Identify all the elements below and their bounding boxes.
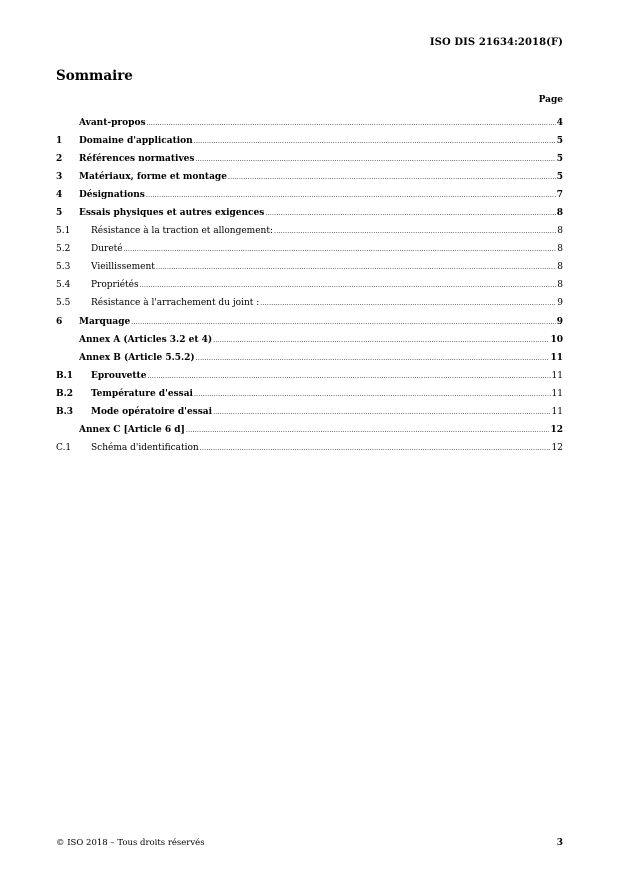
toc-entry-number: 2 — [56, 154, 63, 165]
toc-entry-number: 5.1 — [56, 226, 71, 237]
toc-dot-leader — [260, 295, 556, 313]
toc-entry-page: 5 — [556, 172, 563, 183]
toc-entry-label: Matériaux, forme et montage — [79, 172, 227, 183]
toc-dot-leader — [195, 151, 555, 169]
toc-entry-label: Avant-propos — [79, 118, 146, 128]
toc-dot-leader — [124, 241, 557, 259]
toc-entry-page: 12 — [550, 424, 563, 435]
footer-copyright: © ISO 2018 – Tous droits réservés — [56, 838, 205, 848]
toc-entry-page: 9 — [557, 298, 563, 309]
document-id-header: ISO DIS 21634:2018(F) — [429, 37, 563, 48]
toc-entry-page: 8 — [557, 244, 563, 255]
toc-entry-number: 5.4 — [56, 280, 71, 291]
toc-entry-label: Schéma d'identification — [91, 442, 199, 453]
toc-entry-number: 5.2 — [56, 244, 71, 255]
table-of-contents — [56, 114, 563, 457]
toc-dot-leader — [265, 205, 555, 223]
toc-entry-label: Propriétés — [91, 280, 139, 291]
toc-entry-page: 8 — [557, 280, 563, 291]
toc-dot-leader — [200, 440, 551, 458]
toc-entry[interactable] — [56, 313, 563, 331]
toc-entry-label: Essais physiques et autres exigences — [79, 208, 265, 219]
toc-entry-page: 11 — [551, 388, 563, 399]
toc-entry-page: 12 — [551, 442, 563, 453]
toc-entry-number: 3 — [56, 172, 63, 183]
toc-entry-label: Marquage — [79, 316, 131, 327]
toc-entry-label: Annex A (Articles 3.2 et 4) — [79, 334, 213, 345]
toc-entry-page: 10 — [550, 334, 563, 345]
toc-entry[interactable] — [56, 114, 563, 132]
toc-entry-label: Domaine d'application — [79, 136, 193, 147]
toc-entry-label: Annex B (Article 5.5.2) — [79, 352, 195, 363]
toc-entry-number: B.2 — [56, 388, 74, 399]
toc-entry-number: 5.3 — [56, 262, 71, 273]
page-column-label: Page — [538, 95, 563, 105]
toc-entry[interactable] — [56, 168, 563, 186]
toc-entry-page: 5 — [556, 154, 563, 165]
toc-dot-leader — [140, 277, 557, 295]
toc-entry[interactable] — [56, 367, 563, 385]
toc-entry[interactable] — [56, 258, 563, 276]
toc-entry-page: 7 — [556, 190, 563, 201]
footer-page-number: 3 — [556, 838, 563, 848]
toc-entry-label: Mode opératoire d'essai — [91, 406, 213, 417]
toc-entry-label: Références normatives — [79, 154, 195, 165]
toc-entry-label: Vieillissement — [91, 262, 155, 273]
toc-entry[interactable] — [56, 349, 563, 367]
toc-entry-label: Dureté — [91, 244, 123, 255]
toc-entry-page: 8 — [557, 262, 563, 273]
page-title: Sommaire — [56, 68, 133, 84]
toc-entry-page: 9 — [556, 316, 563, 327]
toc-entry[interactable] — [56, 186, 563, 204]
toc-entry-number: 5 — [56, 208, 63, 219]
toc-entry-number: 1 — [56, 136, 63, 147]
toc-entry-number: 5.5 — [56, 298, 71, 309]
toc-entry[interactable] — [56, 294, 563, 312]
toc-dot-leader — [213, 404, 550, 422]
toc-entry[interactable] — [56, 421, 563, 439]
toc-entry[interactable] — [56, 331, 563, 349]
toc-entry[interactable] — [56, 439, 563, 457]
toc-entry-number: 6 — [56, 316, 63, 327]
toc-dot-leader — [146, 187, 556, 205]
toc-entry[interactable] — [56, 204, 563, 222]
toc-entry-number: 4 — [56, 190, 63, 201]
toc-entry-label: Désignations — [79, 190, 145, 201]
toc-dot-leader — [186, 422, 550, 440]
toc-entry[interactable] — [56, 132, 563, 150]
toc-entry-number: C.1 — [56, 442, 72, 453]
toc-entry-label: Résistance à la traction et allongement: — [91, 226, 273, 237]
toc-entry-label: Eprouvette — [91, 370, 147, 381]
toc-entry[interactable] — [56, 385, 563, 403]
toc-dot-leader — [228, 169, 556, 187]
toc-entry[interactable] — [56, 150, 563, 168]
toc-dot-leader — [131, 314, 556, 332]
toc-entry-page: 4 — [556, 118, 563, 128]
toc-dot-leader — [147, 115, 556, 133]
toc-dot-leader — [194, 386, 551, 404]
toc-dot-leader — [196, 350, 550, 368]
toc-entry-page: 11 — [551, 370, 563, 381]
toc-entry[interactable] — [56, 403, 563, 421]
toc-entry-page: 11 — [551, 406, 563, 417]
toc-entry-label: Annex C [Article 6 d] — [79, 424, 185, 435]
toc-dot-leader — [213, 332, 549, 350]
toc-entry-page: 8 — [556, 208, 563, 219]
toc-entry-page: 8 — [557, 226, 563, 237]
toc-entry-number: B.3 — [56, 406, 74, 417]
toc-entry-page: 11 — [550, 352, 563, 363]
toc-entry-number: B.1 — [56, 370, 74, 381]
toc-entry-page: 5 — [556, 136, 563, 147]
toc-dot-leader — [147, 368, 550, 386]
toc-dot-leader — [274, 223, 556, 241]
toc-dot-leader — [194, 133, 556, 151]
toc-entry-label: Température d'essai — [91, 388, 193, 399]
toc-entry[interactable] — [56, 240, 563, 258]
toc-dot-leader — [156, 259, 556, 277]
toc-entry[interactable] — [56, 222, 563, 240]
toc-entry-label: Résistance à l'arrachement du joint : — [91, 298, 260, 309]
toc-entry[interactable] — [56, 276, 563, 294]
